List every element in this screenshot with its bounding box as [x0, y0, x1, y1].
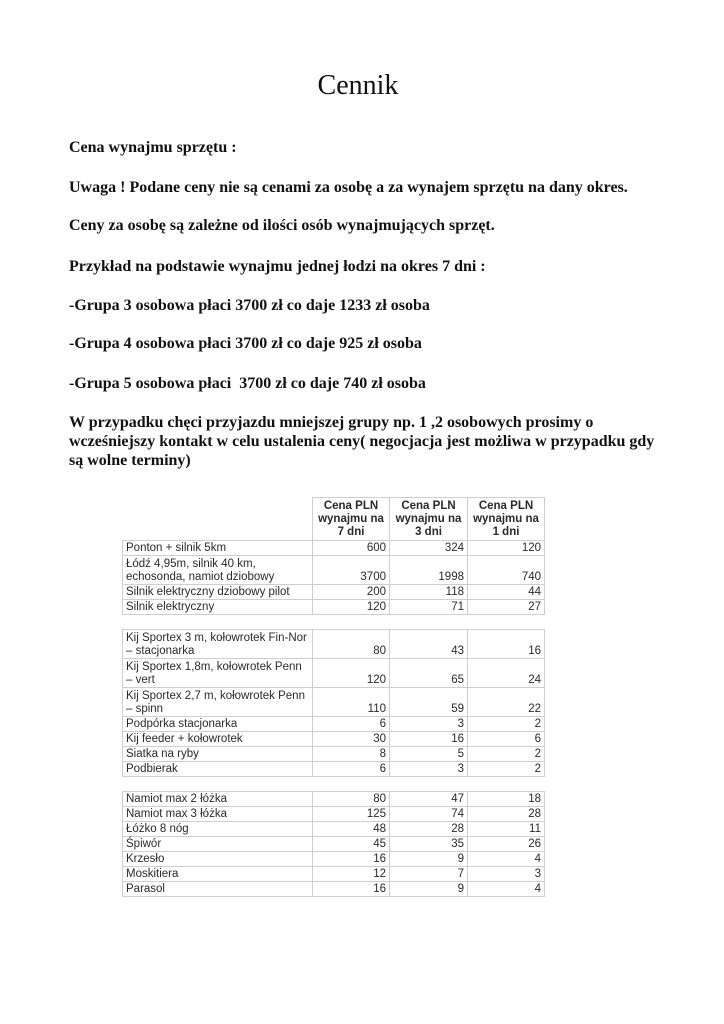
price-7-days-cell: 16 — [313, 852, 390, 867]
table-row — [123, 837, 545, 852]
price-7-days-cell: 80 — [313, 630, 390, 659]
spacer-cell — [468, 777, 545, 792]
price-1-day-cell: 4 — [468, 882, 545, 897]
price-3-days-cell: 47 — [390, 792, 468, 807]
price-3-days-cell: 28 — [390, 822, 468, 837]
price-1-day-cell: 24 — [468, 659, 545, 688]
item-name-cell: Podbierak — [123, 762, 313, 777]
price-1-day-cell: 740 — [468, 556, 545, 585]
price-3-days-cell: 5 — [390, 747, 468, 762]
item-name-cell: Silnik elektryczny dziobowy pilot — [123, 585, 313, 600]
price-1-day-cell: 22 — [468, 688, 545, 717]
price-1-day-cell: 3 — [468, 867, 545, 882]
table-row — [123, 717, 545, 732]
spacer-cell — [313, 615, 390, 630]
note-line-2: Ceny za osobę są zależne od ilości osób wynajmujących sprzęt. — [69, 217, 495, 234]
price-3-days-cell: 9 — [390, 852, 468, 867]
price-7-days-cell: 48 — [313, 822, 390, 837]
item-name-cell: Kij Sportex 3 m, kołowrotek Fin-Nor – stacjonarka — [123, 630, 313, 659]
item-name-cell: Śpiwór — [123, 837, 313, 852]
table-header-row — [123, 498, 545, 541]
table-row — [123, 762, 545, 777]
spacer-cell — [123, 777, 313, 792]
price-3-days-cell: 16 — [390, 732, 468, 747]
group-spacer-row — [123, 777, 545, 792]
price-3-days-cell: 1998 — [390, 556, 468, 585]
price-3-days-cell: 71 — [390, 600, 468, 615]
price-7-days-cell: 45 — [313, 837, 390, 852]
rental-heading: Cena wynajmu sprzętu : — [69, 139, 237, 156]
price-3-days-cell: 9 — [390, 882, 468, 897]
contact-paragraph: W przypadku chęci przyjazdu mniejszej grupy np. 1 ,2 osobowych prosimy o wcześniejszy kontakt w celu ustalenia ceny( negocjacja jest możliwa w przypadku gdy są wolne terminy) — [69, 414, 655, 469]
table-row — [123, 732, 545, 747]
table-row — [123, 882, 545, 897]
item-name-cell: Kij Sportex 2,7 m, kołowrotek Penn – spinn — [123, 688, 313, 717]
item-name-cell: Krzesło — [123, 852, 313, 867]
header-blank-cell — [123, 498, 313, 541]
item-name-cell: Łóżko 8 nóg — [123, 822, 313, 837]
table-row — [123, 600, 545, 615]
header-3-days: Cena PLN wynajmu na 3 dni — [390, 498, 468, 541]
table-row — [123, 852, 545, 867]
price-1-day-cell: 11 — [468, 822, 545, 837]
price-3-days-cell: 118 — [390, 585, 468, 600]
spacer-cell — [390, 777, 468, 792]
table-row — [123, 688, 545, 717]
item-name-cell: Namiot max 2 łóżka — [123, 792, 313, 807]
example-line: Przykład na podstawie wynajmu jednej łodzi na okres 7 dni : — [69, 258, 486, 275]
price-3-days-cell: 43 — [390, 630, 468, 659]
price-1-day-cell: 4 — [468, 852, 545, 867]
spacer-cell — [313, 777, 390, 792]
spacer-cell — [468, 615, 545, 630]
price-7-days-cell: 12 — [313, 867, 390, 882]
group-spacer-row — [123, 615, 545, 630]
table-row — [123, 585, 545, 600]
price-7-days-cell: 120 — [313, 659, 390, 688]
price-3-days-cell: 65 — [390, 659, 468, 688]
table-row — [123, 747, 545, 762]
price-3-days-cell: 7 — [390, 867, 468, 882]
item-name-cell: Siatka na ryby — [123, 747, 313, 762]
price-7-days-cell: 200 — [313, 585, 390, 600]
note-line-1: Uwaga ! Podane ceny nie są cenami za osobę a za wynajem sprzętu na dany okres. — [69, 179, 628, 196]
price-1-day-cell: 6 — [468, 732, 545, 747]
price-1-day-cell: 16 — [468, 630, 545, 659]
group-4-line: -Grupa 4 osobowa płaci 3700 zł co daje 925 zł osoba — [69, 335, 422, 352]
price-table — [122, 497, 545, 897]
price-7-days-cell: 600 — [313, 541, 390, 556]
table-row — [123, 541, 545, 556]
price-3-days-cell: 59 — [390, 688, 468, 717]
item-name-cell: Łódź 4,95m, silnik 40 km, echosonda, namiot dziobowy — [123, 556, 313, 585]
price-7-days-cell: 3700 — [313, 556, 390, 585]
table-body — [123, 541, 545, 897]
group-3-line: -Grupa 3 osobowa płaci 3700 zł co daje 1233 zł osoba — [69, 297, 430, 314]
price-1-day-cell: 28 — [468, 807, 545, 822]
price-7-days-cell: 80 — [313, 792, 390, 807]
price-7-days-cell: 30 — [313, 732, 390, 747]
table-row — [123, 659, 545, 688]
group-5-line: -Grupa 5 osobowa płaci 3700 zł co daje 740 zł osoba — [69, 375, 426, 392]
price-3-days-cell: 3 — [390, 762, 468, 777]
price-1-day-cell: 26 — [468, 837, 545, 852]
price-3-days-cell: 35 — [390, 837, 468, 852]
price-7-days-cell: 6 — [313, 762, 390, 777]
spacer-cell — [390, 615, 468, 630]
item-name-cell: Namiot max 3 łóżka — [123, 807, 313, 822]
price-3-days-cell: 3 — [390, 717, 468, 732]
item-name-cell: Kij Sportex 1,8m, kołowrotek Penn – vert — [123, 659, 313, 688]
table-row — [123, 822, 545, 837]
price-7-days-cell: 120 — [313, 600, 390, 615]
price-7-days-cell: 8 — [313, 747, 390, 762]
item-name-cell: Podpórka stacjonarka — [123, 717, 313, 732]
price-7-days-cell: 16 — [313, 882, 390, 897]
item-name-cell: Ponton + silnik 5km — [123, 541, 313, 556]
price-1-day-cell: 18 — [468, 792, 545, 807]
price-7-days-cell: 6 — [313, 717, 390, 732]
price-3-days-cell: 74 — [390, 807, 468, 822]
header-1-day: Cena PLN wynajmu na 1 dni — [468, 498, 545, 541]
price-7-days-cell: 125 — [313, 807, 390, 822]
price-1-day-cell: 27 — [468, 600, 545, 615]
price-1-day-cell: 2 — [468, 762, 545, 777]
table-row — [123, 807, 545, 822]
table-row — [123, 867, 545, 882]
table-row — [123, 556, 545, 585]
spacer-cell — [123, 615, 313, 630]
table-row — [123, 630, 545, 659]
price-7-days-cell: 110 — [313, 688, 390, 717]
price-1-day-cell: 120 — [468, 541, 545, 556]
table-row — [123, 792, 545, 807]
header-7-days: Cena PLN wynajmu na 7 dni — [313, 498, 390, 541]
price-1-day-cell: 2 — [468, 717, 545, 732]
item-name-cell: Kij feeder + kołowrotek — [123, 732, 313, 747]
page-title: Cennik — [317, 70, 399, 101]
item-name-cell: Moskitiera — [123, 867, 313, 882]
price-1-day-cell: 2 — [468, 747, 545, 762]
item-name-cell: Parasol — [123, 882, 313, 897]
price-3-days-cell: 324 — [390, 541, 468, 556]
item-name-cell: Silnik elektryczny — [123, 600, 313, 615]
price-1-day-cell: 44 — [468, 585, 545, 600]
